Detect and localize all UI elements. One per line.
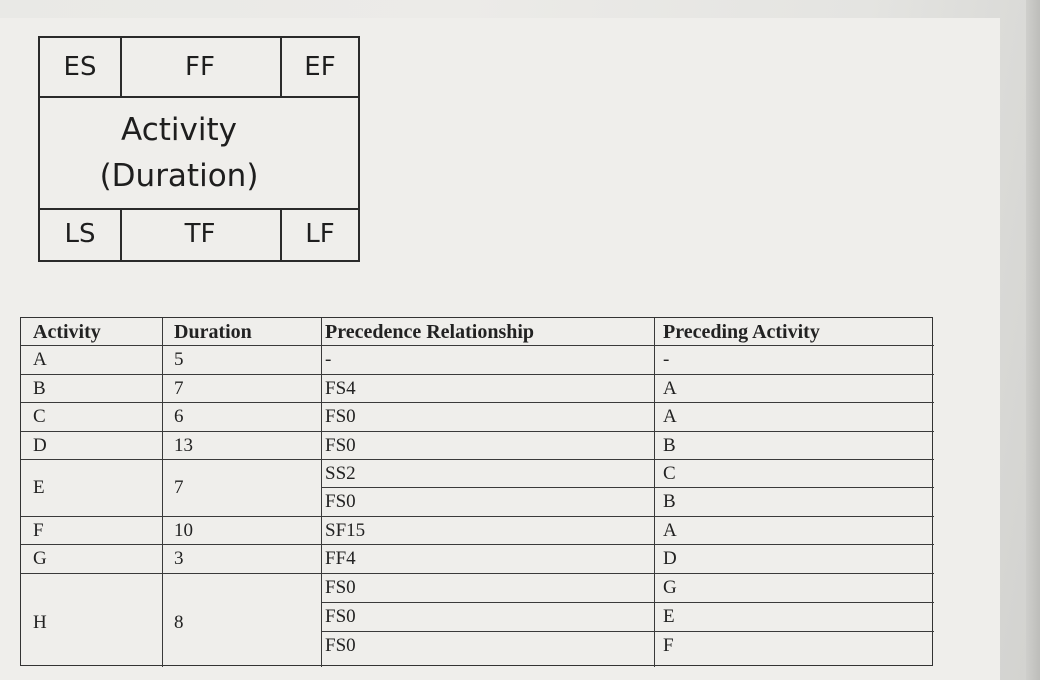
- legend-top-row: [40, 38, 358, 98]
- legend-ff: FF: [120, 38, 282, 96]
- cell-preceding: A: [663, 520, 677, 541]
- cell-activity: G: [33, 548, 47, 569]
- legend-bottom-row: [40, 208, 358, 260]
- header-precedence-relationship: Precedence Relationship: [325, 321, 535, 343]
- activity-node-legend: [38, 36, 360, 262]
- legend-activity: Activity: [121, 112, 237, 148]
- grid-line: [21, 431, 934, 432]
- cell-preceding: -: [663, 349, 670, 370]
- cell-duration: 5: [174, 349, 184, 370]
- cell-preceding: B: [663, 435, 676, 456]
- cell-relationship: FS0: [325, 435, 356, 456]
- cell-relationship: FS0: [325, 635, 356, 656]
- header-preceding-activity: Preceding Activity: [663, 321, 820, 343]
- grid-line: [321, 487, 934, 488]
- cell-duration: 13: [174, 435, 193, 456]
- cell-relationship: SS2: [325, 463, 356, 484]
- grid-line: [21, 374, 934, 375]
- cell-duration: 7: [174, 378, 184, 399]
- grid-line: [321, 602, 934, 603]
- cell-activity: E: [33, 477, 45, 498]
- cell-relationship: FS0: [325, 606, 356, 627]
- cell-preceding: A: [663, 406, 677, 427]
- precedence-table: [20, 317, 933, 666]
- cell-relationship: FS4: [325, 378, 356, 399]
- legend-es: ES: [40, 38, 122, 96]
- cell-activity: B: [33, 378, 46, 399]
- cell-activity: A: [33, 349, 47, 370]
- legend-ef: EF: [304, 52, 336, 82]
- grid-line: [21, 573, 934, 574]
- header-duration: Duration: [174, 321, 252, 343]
- cell-activity: F: [33, 520, 44, 541]
- cell-preceding: D: [663, 548, 677, 569]
- cell-relationship: FS0: [325, 491, 356, 512]
- legend-ls: LS: [40, 208, 122, 260]
- cell-preceding: B: [663, 491, 676, 512]
- cell-preceding: C: [663, 463, 676, 484]
- cell-activity: H: [33, 612, 47, 633]
- legend-duration: (Duration): [99, 158, 259, 194]
- grid-line: [321, 318, 322, 667]
- cell-preceding: A: [663, 378, 677, 399]
- cell-activity: C: [33, 406, 46, 427]
- grid-line: [21, 516, 934, 517]
- cell-duration: 7: [174, 477, 184, 498]
- grid-line: [21, 345, 934, 346]
- cell-relationship: FF4: [325, 548, 356, 569]
- grid-line: [21, 402, 934, 403]
- cell-duration: 3: [174, 548, 184, 569]
- cell-activity: D: [33, 435, 47, 456]
- cell-duration: 6: [174, 406, 184, 427]
- screen-edge: [1026, 0, 1040, 680]
- grid-line: [654, 318, 655, 667]
- legend-tf: TF: [120, 208, 282, 260]
- cell-duration: 10: [174, 520, 193, 541]
- cell-relationship: FS0: [325, 577, 356, 598]
- cell-preceding: G: [663, 577, 677, 598]
- legend-lf: LF: [305, 219, 335, 249]
- cell-preceding: E: [663, 606, 675, 627]
- cell-relationship: SF15: [325, 520, 366, 541]
- legend-middle: [40, 96, 358, 210]
- header-activity: Activity: [33, 321, 101, 343]
- cell-relationship: FS0: [325, 406, 356, 427]
- cell-preceding: F: [663, 635, 674, 656]
- grid-line: [21, 544, 934, 545]
- cell-duration: 8: [174, 612, 184, 633]
- cell-relationship: -: [325, 349, 332, 370]
- grid-line: [162, 318, 163, 667]
- grid-line: [321, 631, 934, 632]
- grid-line: [21, 459, 934, 460]
